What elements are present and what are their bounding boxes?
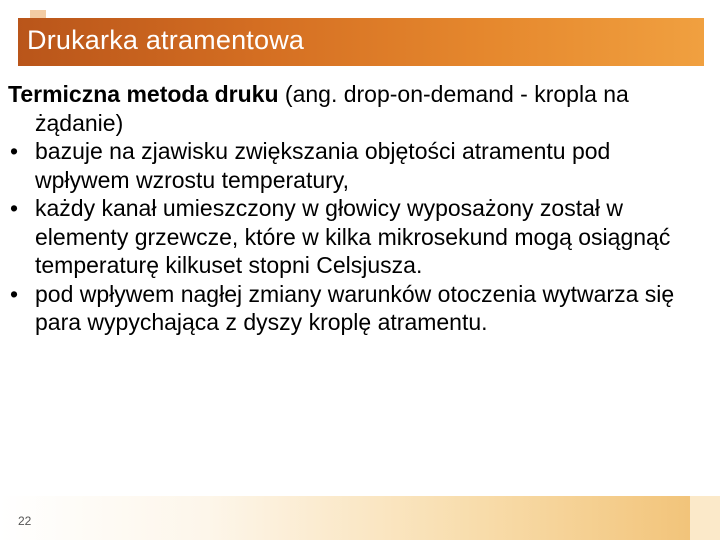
title-decoration xyxy=(30,10,46,18)
bullet-text: bazuje na zjawisku zwiększania objętości atramentu pod wpływem wzrostu temperatury, xyxy=(35,138,611,193)
bullet-icon: • xyxy=(10,280,19,307)
bullet-icon: • xyxy=(10,195,19,221)
bullet-text: każdy kanał umieszczony w głowicy wyposażony został w elementy grzewcze, które w kilka mikrosekund mogą osiągnąć temperaturę kilkuset stopni Celsjusza. xyxy=(35,195,671,278)
footer-edge xyxy=(690,496,720,540)
bullet-icon: • xyxy=(10,138,19,164)
footer-bar xyxy=(0,496,690,540)
bullet-text: pod wpływem nagłej zmiany warunków otoczenia wytwarza się para wypychająca z dyszy kroplę atramentu. xyxy=(35,280,675,335)
page-number: 22 xyxy=(18,514,32,528)
bullet-item xyxy=(8,280,708,337)
intro-description: (ang. drop-on-demand - kropla na żądanie) xyxy=(35,81,629,136)
bullet-item xyxy=(8,194,708,280)
intro-paragraph xyxy=(8,80,708,137)
slide-content xyxy=(8,80,708,337)
intro-bold-term: Termiczna metoda druku xyxy=(8,81,279,107)
bullet-item xyxy=(8,137,708,194)
bullet-list xyxy=(8,137,708,337)
slide-title: Drukarka atramentowa xyxy=(27,25,305,55)
